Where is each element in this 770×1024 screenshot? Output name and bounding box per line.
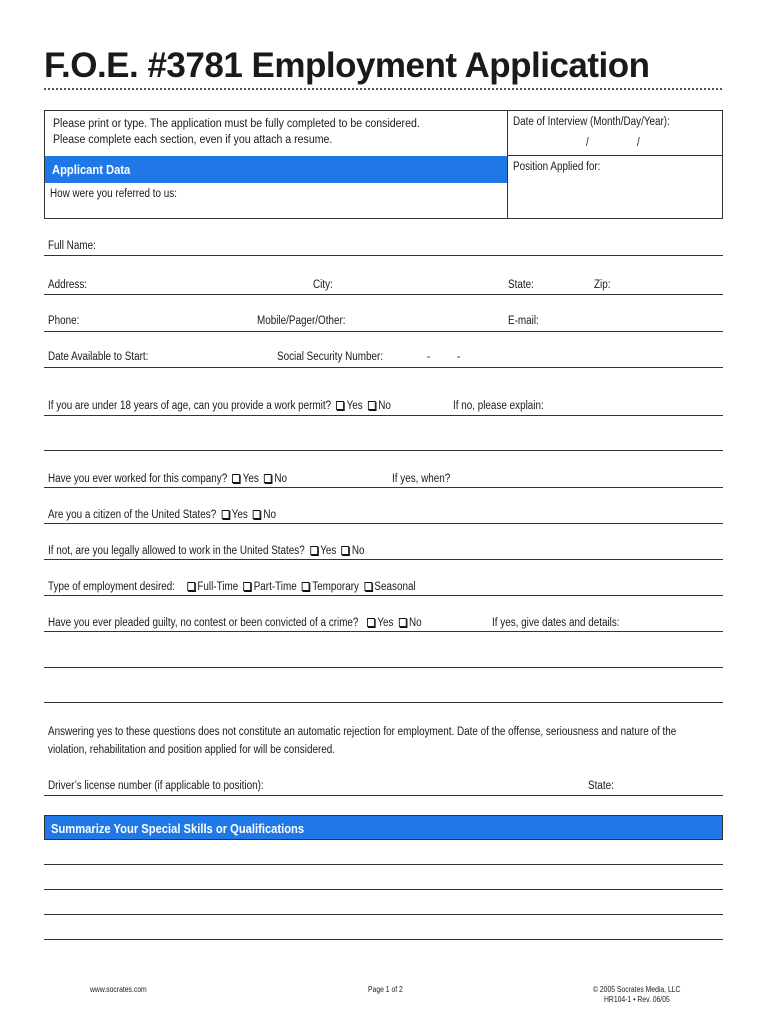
guilty-details-field-2[interactable]: [44, 667, 723, 668]
city-label: City:: [313, 279, 333, 291]
mobile-label: Mobile/Pager/Other:: [257, 315, 346, 327]
fulltime-label: Full-Time: [197, 581, 239, 593]
applicant-data-box: [44, 110, 508, 219]
guilty-yes-checkbox[interactable]: [367, 618, 375, 627]
guilty-details-field-3[interactable]: [44, 702, 723, 703]
legal-question: [48, 545, 364, 557]
citizen-no-checkbox[interactable]: [253, 510, 261, 519]
under18-yes-label: Yes: [346, 400, 363, 412]
under18-explain-field-1[interactable]: [44, 415, 723, 416]
worked-before-question-text: Have you ever worked for this company?: [48, 473, 228, 485]
worked-before-field[interactable]: [44, 487, 723, 488]
phone-label: Phone:: [48, 315, 80, 327]
parttime-checkbox[interactable]: [243, 582, 251, 591]
ssn-dash-1: -: [427, 351, 431, 363]
disclaimer-line-2: violation, rehabilitation and position applied for will be considered.: [48, 744, 335, 756]
citizen-question-text: Are you a citizen of the United States?: [48, 509, 217, 521]
citizen-yes-checkbox[interactable]: [221, 510, 229, 519]
worked-before-no-checkbox[interactable]: [264, 474, 272, 483]
under18-question: [48, 400, 391, 412]
guilty-question-text: Have you ever pleaded guilty, no contest or been convicted of a crime?: [48, 617, 359, 629]
guilty-yes-label: Yes: [377, 617, 394, 629]
full-name-label: Full Name:: [48, 240, 96, 252]
instructions-line-1: Please print or type. The application must be fully completed to be considered.: [53, 118, 420, 130]
employment-type-label: Type of employment desired:: [48, 581, 175, 593]
ssn-label: Social Security Number:: [277, 351, 384, 363]
ssn-dash-2: -: [457, 351, 461, 363]
title-divider: [44, 88, 722, 90]
interview-date-sep-1: /: [586, 137, 589, 149]
citizen-question: [48, 509, 276, 521]
worked-before-yes-checkbox[interactable]: [232, 474, 240, 483]
interview-date-label: Date of Interview (Month/Day/Year):: [513, 116, 670, 128]
footer-page-number: Page 1 of 2: [368, 985, 403, 994]
legal-no-label: No: [351, 545, 365, 557]
guilty-details-label: If yes, give dates and details:: [492, 617, 620, 629]
applicant-data-header: [45, 156, 507, 183]
license-state-label: State:: [588, 780, 614, 792]
interview-date-sep-2: /: [637, 137, 640, 149]
skills-header: [44, 815, 723, 840]
worked-before-question: [48, 473, 287, 485]
skills-field-1[interactable]: [44, 864, 723, 865]
license-label: Driver’s license number (if applicable to position):: [48, 780, 264, 792]
position-applied-box[interactable]: [507, 155, 723, 219]
under18-explain-label: If no, please explain:: [453, 400, 544, 412]
disclaimer-line-1: Answering yes to these questions does not constitute an automatic rejection for employment. Date of the offense, seriousness and nature of the: [48, 726, 677, 738]
referred-field[interactable]: [195, 185, 505, 215]
temporary-label: Temporary: [312, 581, 359, 593]
guilty-question: [48, 617, 422, 629]
position-applied-label: Position Applied for:: [513, 161, 601, 173]
full-name-field[interactable]: [44, 255, 723, 256]
legal-yes-checkbox[interactable]: [310, 546, 318, 555]
legal-field: [44, 559, 723, 560]
worked-before-yes-label: Yes: [242, 473, 259, 485]
phone-field[interactable]: [44, 331, 723, 332]
instructions-line-2: Please complete each section, even if you attach a resume.: [53, 134, 333, 146]
legal-question-text: If not, are you legally allowed to work in the United States?: [48, 545, 305, 557]
skills-header-label: Summarize Your Special Skills or Qualifications: [51, 821, 305, 836]
temporary-checkbox[interactable]: [302, 582, 310, 591]
email-label: E-mail:: [508, 315, 539, 327]
license-field[interactable]: [44, 795, 723, 796]
worked-before-no-label: No: [274, 473, 287, 485]
date-available-label: Date Available to Start:: [48, 351, 149, 363]
citizen-yes-label: Yes: [231, 509, 248, 521]
guilty-no-checkbox[interactable]: [399, 618, 407, 627]
citizen-no-label: No: [263, 509, 276, 521]
applicant-data-header-label: Applicant Data: [52, 162, 131, 177]
skills-field-3[interactable]: [44, 914, 723, 915]
zip-label: Zip:: [594, 279, 611, 291]
guilty-no-label: No: [408, 617, 422, 629]
referred-label: How were you referred to us:: [50, 188, 177, 200]
legal-yes-label: Yes: [320, 545, 337, 557]
state-label: State:: [508, 279, 534, 291]
skills-field-2[interactable]: [44, 889, 723, 890]
footer-form-id: HR104-1 • Rev. 06/05: [604, 995, 670, 1004]
under18-no-label: No: [378, 400, 391, 412]
seasonal-label: Seasonal: [374, 581, 416, 593]
fulltime-checkbox[interactable]: [187, 582, 195, 591]
legal-no-checkbox[interactable]: [342, 546, 350, 555]
address-field[interactable]: [44, 294, 723, 295]
interview-date-box[interactable]: [507, 110, 723, 156]
employment-type-field: [44, 595, 723, 596]
citizen-field: [44, 523, 723, 524]
skills-field-4[interactable]: [44, 939, 723, 940]
date-ssn-field[interactable]: [44, 367, 723, 368]
footer-website[interactable]: www.socrates.com: [90, 985, 147, 994]
address-label: Address:: [48, 279, 88, 291]
seasonal-checkbox[interactable]: [364, 582, 372, 591]
under18-explain-field-2[interactable]: [44, 450, 723, 451]
guilty-details-field-1[interactable]: [44, 631, 723, 632]
worked-when-label: If yes, when?: [392, 473, 451, 485]
employment-type-question: [48, 581, 416, 593]
footer-copyright: © 2005 Socrates Media, LLC: [593, 985, 681, 994]
page-title: F.O.E. #3781 Employment Application: [44, 46, 650, 85]
under18-question-text: If you are under 18 years of age, can you provide a work permit?: [48, 400, 332, 412]
under18-no-checkbox[interactable]: [368, 401, 376, 410]
parttime-label: Part-Time: [253, 581, 297, 593]
under18-yes-checkbox[interactable]: [336, 401, 344, 410]
